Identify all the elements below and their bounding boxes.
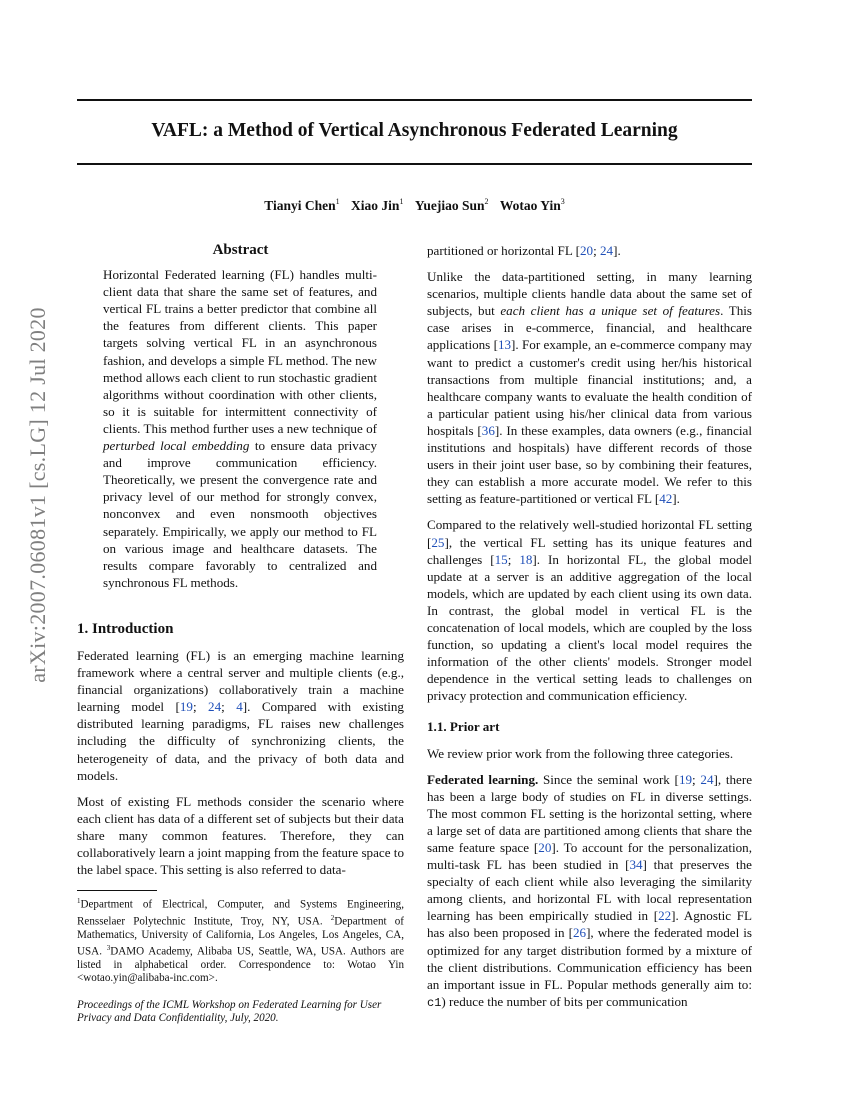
- top-rule: [77, 99, 752, 101]
- author: Tianyi Chen$^1$: [264, 197, 340, 213]
- run-in-heading: Federated learning.: [427, 771, 539, 787]
- author: Wotao Yin$^3$: [499, 197, 565, 213]
- author-list: [77, 197, 752, 214]
- citation-link[interactable]: 20: [538, 840, 552, 855]
- body-paragraph: Compared to the relatively well-studied horizontal FL setting [25], the vertical FL setting has its unique features and challenges [15; 18]. In horizontal FL, the global model update at a server is an additive aggregation of the local models, which are updated by each client using its own data. In contrast, the global model in vertical FL is the concatenation of local models, which are coupled by the loss function, so updating a client's local model requires the information of the other clients' models. Stronger model dependence in the vertical setting leads to challenges on privacy protection and communication efficiency.: [427, 517, 752, 704]
- citation-link[interactable]: 25: [431, 534, 445, 550]
- paper-title: VAFL: a Method of Vertical Asynchronous Federated Learning: [151, 120, 678, 141]
- citation-link[interactable]: 42: [659, 491, 673, 507]
- citation-link[interactable]: 26: [572, 925, 587, 941]
- citation-link[interactable]: 13: [497, 337, 512, 353]
- citation-link[interactable]: 36: [481, 422, 495, 438]
- citation-link[interactable]: 24: [700, 771, 714, 787]
- citation-link[interactable]: 19: [179, 699, 193, 715]
- citation-link[interactable]: 34: [629, 857, 643, 873]
- body-paragraph: We review prior work from the following three categories.: [427, 745, 734, 761]
- proceedings-note: Proceedings of the ICML Workshop on Federated Learning for User Privacy and Data Confidentiality, July, 2020.: [77, 998, 382, 1024]
- intro-paragraph: Federated learning (FL) is an emerging machine learning framework where a central server and multiple clients (e.g., financial organizations) collaboratively train a machine learning model [19; 24; 4]. Compared with existing distributed learning paradigms, FL raises new challenges including the difficulty of synchronizing clients, the heterogeneity of data, and the privacy of both data and models.: [77, 647, 404, 783]
- abstract-text: Horizontal Federated learning (FL) handles multi-client data that share the same set of features, and vertical FL trains a better predictor that combine all the features from different clients. This paper targets solving vertical FL in an asynchronous fashion, and develops a simple FL method. The new method allows each client to run stochastic gradient algorithms without coordination with other clients, so it is suitable for intermittent connectivity of clients. This method further uses a new technique of perturbed local embedding to ensure data privacy and improve communication efficiency. Theoretically, we present the convergence rate and privacy level of our method for strongly convex, nonconvex and even nonsmooth objectives separately. Empirically, we apply our method to FL on various image and healthcare datasets. The results compare favorably to centralized and synchronous FL methods.: [103, 267, 377, 590]
- citation-link[interactable]: 24: [208, 699, 222, 715]
- introduction-heading: 1. Introduction: [77, 620, 174, 637]
- intro-paragraph: Most of existing FL methods consider the scenario where each client has data of a different set of subjects but their data share many common features. Therefore, they can collaboratively learn a joint mapping from the feature space to the label space. This setting is also referred to data-: [77, 793, 404, 878]
- body-paragraph: partitioned or horizontal FL [20; 24].: [427, 243, 621, 258]
- abstract-heading: Abstract: [212, 242, 269, 258]
- affiliation-footnote: $^1$Department of Electrical, Computer, and Systems Engineering, Rensselaer Polytechnic Institute, Troy, NY, USA. $^2$Department of Mathematics, University of California, Los Angeles, Los Angeles, CA, USA. $^3$DAMO Academy, Alibaba US, Seattle, WA, USA. Authors are listed in alphabetical order. Correspondence to: Wotao Yin <wotao.yin@alibaba-inc.com>.: [77, 897, 405, 984]
- citation-link[interactable]: 18: [519, 551, 533, 567]
- citation-link[interactable]: 15: [494, 551, 508, 567]
- footnote-rule: [77, 890, 157, 891]
- citation-link[interactable]: 22: [658, 908, 672, 924]
- arxiv-side-stamp: arXiv:2007.06081v1 [cs.LG] 12 Jul 2020: [25, 307, 50, 683]
- citation-link[interactable]: 4: [236, 699, 243, 715]
- prior-art-heading: 1.1. Prior art: [427, 719, 500, 735]
- right-column: [427, 242, 752, 1021]
- author: Yuejiao Sun$^2$: [414, 197, 489, 213]
- title-rule: [77, 163, 752, 165]
- citation-link[interactable]: 24: [599, 243, 614, 258]
- left-column: [77, 242, 404, 1025]
- body-paragraph: Federated learning. Since the seminal work [19; 24], there has been a large body of studies on FL in diverse settings. The most common FL setting is the horizontal setting, where a large set of data are partitioned among clients that share the same feature space [20]. To account for the personalization, multi-task FL has been studied in [34] that preserves the specialty of each client while also leveraging the similarity among clients, and horizontal FL with local representation learning has been empirically studied in [22]. Agnostic FL has also been proposed in [26], where the federated model is optimized for any target distribution formed by a mixture of the client distributions. Communication efficiency has been an important issue in FL. Popular methods generally aim to: c1) reduce the number of bits per communication: [427, 771, 753, 1010]
- citation-link[interactable]: 20: [579, 243, 594, 258]
- body-paragraph: Unlike the data-partitioned setting, in many learning scenarios, multiple clients handle data about the same set of subjects, but each client has a unique set of features. This case arises in e-commerce, financial, and healthcare applications [13]. For example, an e-commerce company may want to predict a customer's credit using her/his historical transactions from multiple financial institutions; and, a healthcare company wants to evaluate the health condition of a particular patient using his/her clinical data from various hospitals [36]. In these examples, data owners (e.g., financial institutions and hospitals) have different records of those users in their joint user base, so by combining their features, they can establish a more accurate model. We refer to this setting as feature-partitioned or vertical FL [42].: [427, 269, 752, 507]
- citation-link[interactable]: 19: [678, 771, 693, 787]
- author: Xiao Jin$^1$: [351, 197, 404, 213]
